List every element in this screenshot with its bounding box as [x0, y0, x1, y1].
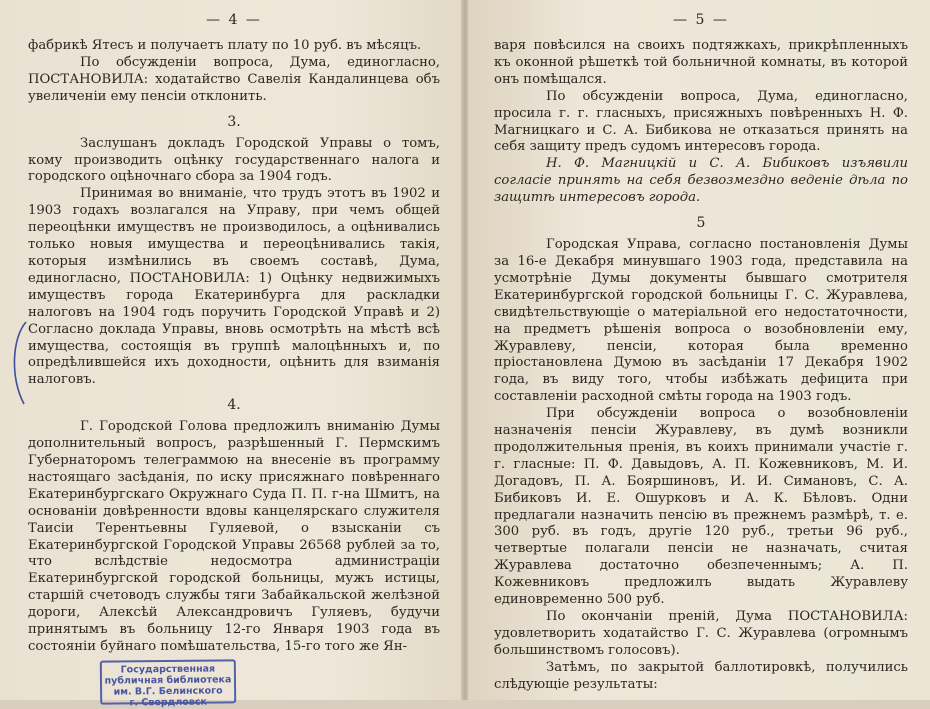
section-number: 5	[696, 215, 706, 232]
stamp-line: публичная библиотека	[104, 674, 232, 687]
paragraph: Городская Управа, согласно постановленія Думы за 16-е Декабря минувшаго 1903 года, представила на усмотрѣніе Думы документы бывшаго смотрителя Екатеринбургской городской больницы Г. С. Журавлева, свидѣтельствующіе о матеріальной его недостаточности, на предметъ рѣшенія вопроса о возобновленіи ему, Журавлеву, пенсіи, которая была временно пріостановлена Думою въ засѣданіи 17 Декабря 1902 года, въ виду того, чтобы избѣжать дефицита при составленіи расходной смѣты города на 1903 годъ.	[494, 237, 908, 405]
paragraph: Заслушанъ докладъ Городской Управы о томъ, кому производить оцѣнку государственнаго налога и городского оцѣночнаго сбора за 1904 годъ.	[28, 135, 440, 185]
paragraph: Принимая во вниманіе, что трудъ этотъ въ 1902 и 1903 годахъ возлагался на Управу, при чемъ общей переоцѣнки имуществъ не производилось, а оцѣнивались только новыя имущества и переоцѣнивались такія, которыя измѣнились въ своемъ составѣ, Дума, единогласно, ПОСТАНОВИЛА: 1) Оцѣнку недвижимыхъ имуществъ города Екатеринбурга для раскладки налоговъ на 1904 годъ поручить Городской Управѣ и 2) Согласно доклада Управы, вновь осмотрѣть на мѣстѣ всѣ имущества, состоящія въ группѣ малоцѣнныхъ и, по опредѣлившейся ихъ доходности, оцѣнить для взиманія налоговъ.	[28, 186, 440, 388]
stamp-line: г. Свердловск	[129, 696, 207, 709]
stamp-line: Государственная	[120, 663, 216, 676]
paragraph: варя повѣсился на своихъ подтяжкахъ, прикрѣпленныхъ къ оконной рѣшеткѣ той больничной комнаты, въ которой онъ помѣщался.	[494, 38, 908, 87]
page-number-left: — 4 —	[206, 12, 262, 28]
section-number: 4.	[227, 397, 241, 414]
paragraph: фабрикѣ Ятесъ и получаетъ плату по 10 руб. въ мѣсяцъ.	[28, 38, 422, 53]
right-page	[468, 0, 930, 700]
paragraph: Затѣмъ, по закрытой баллотировкѣ, получились слѣдующіе результаты:	[494, 659, 908, 692]
page-number-right: — 5 —	[673, 12, 729, 28]
paragraph: По обсужденіи вопроса, Дума, единогласно, ПОСТАНОВИЛА: ходатайство Савелія Кандалинцева объ увеличеніи ему пенсіи отклонить.	[28, 54, 440, 104]
paragraph: Н. Ф. Магницкій и С. А. Бибиковъ изъявили согласіе принять на себя безвозмездно веденіе дѣла по защитѣ интересовъ города.	[494, 156, 908, 206]
section-number: 3.	[227, 113, 241, 130]
library-stamp	[100, 659, 236, 709]
stamp-line: им. В.Г. Белинского	[113, 685, 223, 698]
paragraph: По обсужденіи вопроса, Дума, единогласно, просила г. г. гласныхъ, присяжныхъ повѣренныхъ Н. Ф. Магницкаго и С. А. Бибикова не отказаться принять на себя защиту предъ судомъ интересовъ города.	[494, 88, 908, 155]
ink-bracket-mark	[6, 318, 30, 408]
left-page	[0, 0, 462, 700]
paragraph: По окончаніи преній, Дума ПОСТАНОВИЛА: удовлетворить ходатайство Г. С. Журавлева (огромнымъ большинствомъ голосовъ).	[494, 609, 908, 658]
paragraph: Г. Городской Голова предложилъ вниманію Думы дополнительный вопросъ, разрѣшенный Г. Пермскимъ Губернаторомъ телеграммою на внесеніе въ программу настоящаго засѣданія, по иску присяжнаго повѣреннаго Екатеринбургскаго Окружнаго Суда П. П. г-на Шмитъ, на основаніи довѣренности вдовы канцелярскаго служителя Таисіи Терентьевны Гуляевой, о взысканіи съ Екатеринбургской Городской Управы 26568 рублей за то, что вслѣдствіе недосмотра администраціи Екатеринбургской городской больницы, мужъ истицы, старшій счетоводъ службы тяги Забайкальской желѣзной дороги, Алексѣй Александровичъ Гуляевъ, будучи принятымъ въ больницу 12-го Января 1903 года въ состояніи буйнаго помѣшательства, 15-го того же Ян-	[28, 419, 440, 654]
paragraph: При обсужденіи вопроса о возобновленіи назначенія пенсіи Журавлеву, въ думѣ возникли продолжительныя пренія, въ коихъ принимали участіе г. г. гласные: П. Ф. Давыдовъ, А. П. Кожевниковъ, М. И. Догадовъ, П. А. Бояршиновъ, И. И. Симановъ, С. А. Бибиковъ И. Е. Ошурковъ и А. К. Бѣловъ. Одни предлагали назначить пенсію въ прежнемъ размѣрѣ, т. е. 300 руб. въ годъ, другіе 120 руб., третьи 96 руб., четвертые полагали пенсіи не назначать, считая Журавлева достаточно обезпеченнымъ; А. П. Кожевниковъ предложилъ выдать Журавлеву единовременно 500 руб.	[494, 406, 908, 608]
